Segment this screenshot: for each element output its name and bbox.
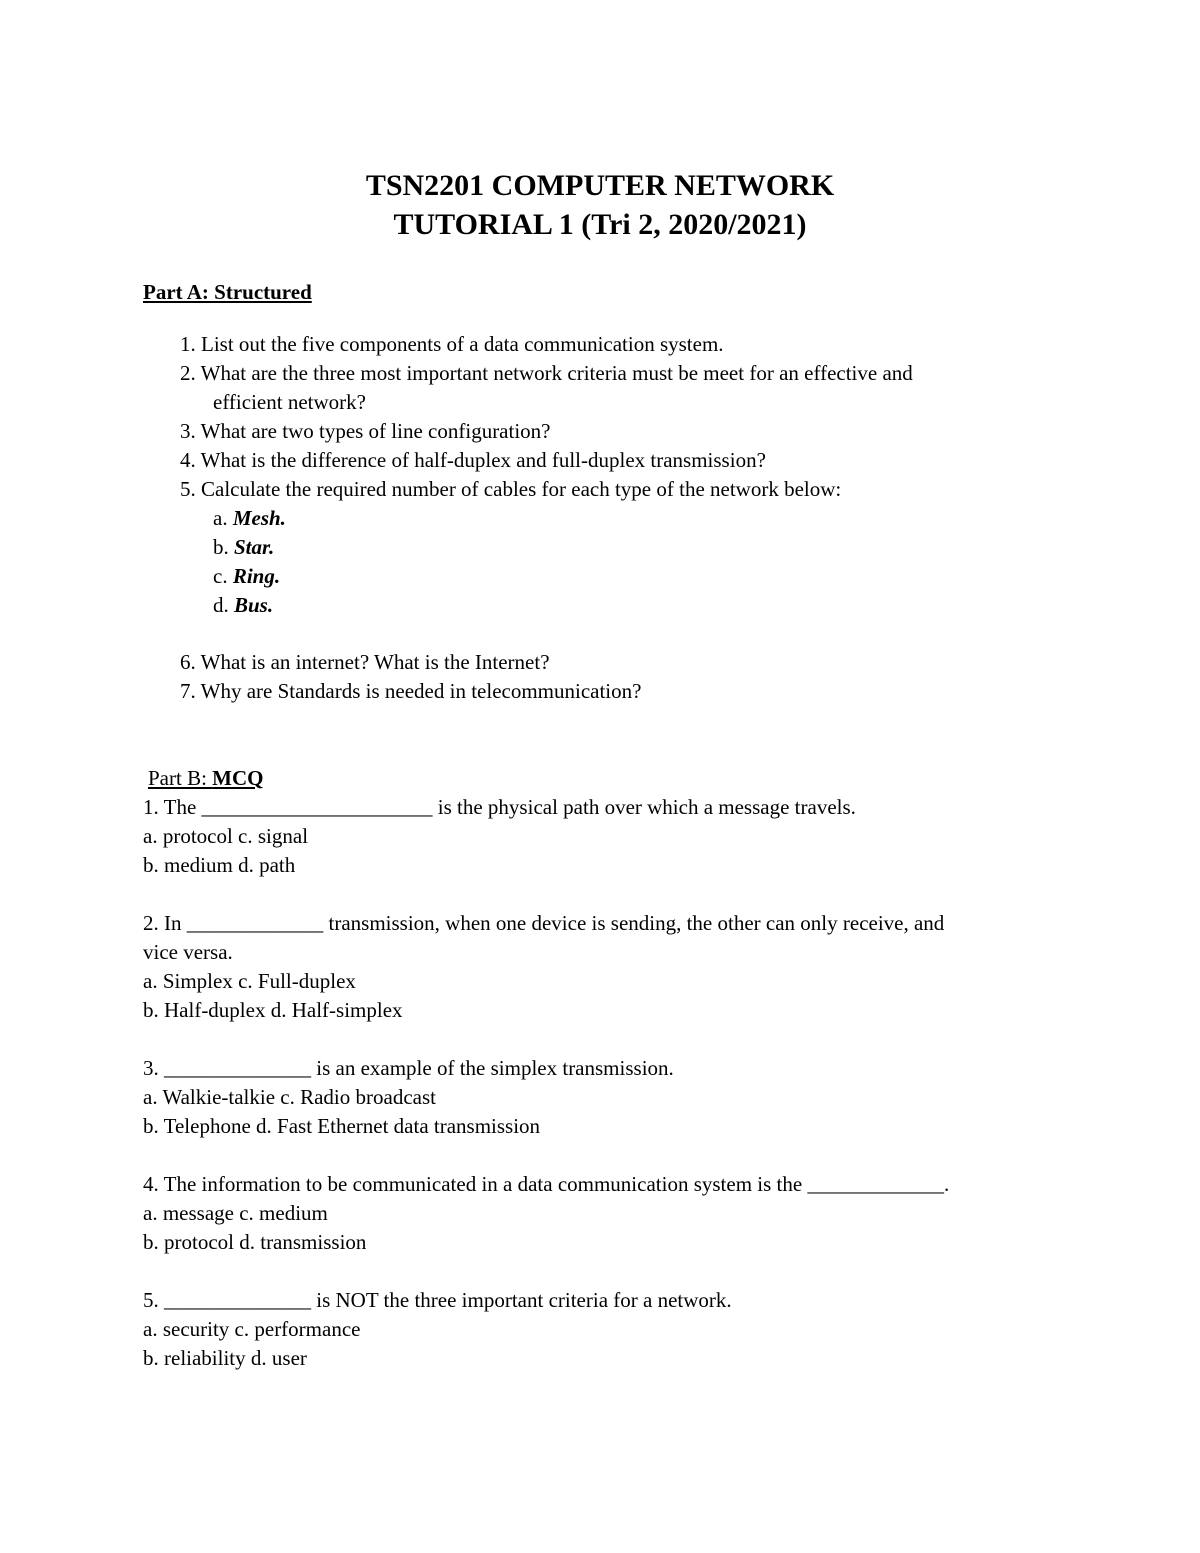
mcq-2-question-cont: vice versa. [143,940,233,964]
part-a-question-2-cont: efficient network? [213,390,366,414]
mcq-5-options-bd: b. reliability d. user [143,1346,307,1370]
mcq-1-options-bd: b. medium d. path [143,853,296,877]
mcq-4-options-ac: a. message c. medium [143,1201,328,1225]
part-a-question-1: 1. List out the five components of a data communication system. [180,332,724,356]
mcq-3-question: 3. ______________ is an example of the simplex transmission. [143,1056,674,1080]
item-prefix: a. [213,506,233,530]
part-a-q5-item-ring [213,563,280,589]
part-a-question-7: 7. Why are Standards is needed in telecommunication? [180,679,642,703]
mcq-4-options-bd: b. protocol d. transmission [143,1230,367,1254]
mcq-2-options-bd: b. Half-duplex d. Half-simplex [143,998,403,1022]
mcq-2-options-ac: a. Simplex c. Full-duplex [143,969,356,993]
part-a-heading: Part A: Structured [143,280,312,304]
mcq-4-question: 4. The information to be communicated in a data communication system is the _____________. [143,1172,950,1196]
part-a-question-5: 5. Calculate the required number of cables for each type of the network below: [180,477,842,501]
document-subtitle: TUTORIAL 1 (Tri 2, 2020/2021) [393,208,807,241]
mcq-3-options-ac: a. Walkie-talkie c. Radio broadcast [143,1085,436,1109]
part-a-question-3: 3. What are two types of line configuration? [180,419,551,443]
mcq-5-options-ac: a. security c. performance [143,1317,361,1341]
mcq-5-question: 5. ______________ is NOT the three important criteria for a network. [143,1288,732,1312]
document-title: TSN2201 COMPUTER NETWORK [365,169,835,202]
item-prefix: d. [213,593,234,617]
part-a-question-4: 4. What is the difference of half-duplex and full-duplex transmission? [180,448,766,472]
mcq-1-options-ac: a. protocol c. signal [143,824,309,848]
item-label: Bus. [234,593,274,617]
item-prefix: c. [213,564,233,588]
part-b-heading-prefix: Part B: [148,766,213,790]
item-label: Star. [234,535,275,559]
mcq-1-question: 1. The ______________________ is the physical path over which a message travels. [143,795,856,819]
part-a-q5-item-star [213,534,274,560]
mcq-3-options-bd: b. Telephone d. Fast Ethernet data transmission [143,1114,541,1138]
part-a-q5-item-mesh [213,505,286,531]
item-label: Ring. [232,564,281,588]
item-prefix: b. [213,535,234,559]
part-b-heading-mcq: MCQ [212,766,264,790]
mcq-2-question: 2. In _____________ transmission, when one device is sending, the other can only receive, and [143,911,945,935]
part-b-heading [148,765,264,791]
part-a-question-2: 2. What are the three most important network criteria must be meet for an effective and [180,361,913,385]
part-a-question-6: 6. What is an internet? What is the Internet? [180,650,550,674]
part-a-q5-item-bus [213,592,273,618]
item-label: Mesh. [232,506,286,530]
